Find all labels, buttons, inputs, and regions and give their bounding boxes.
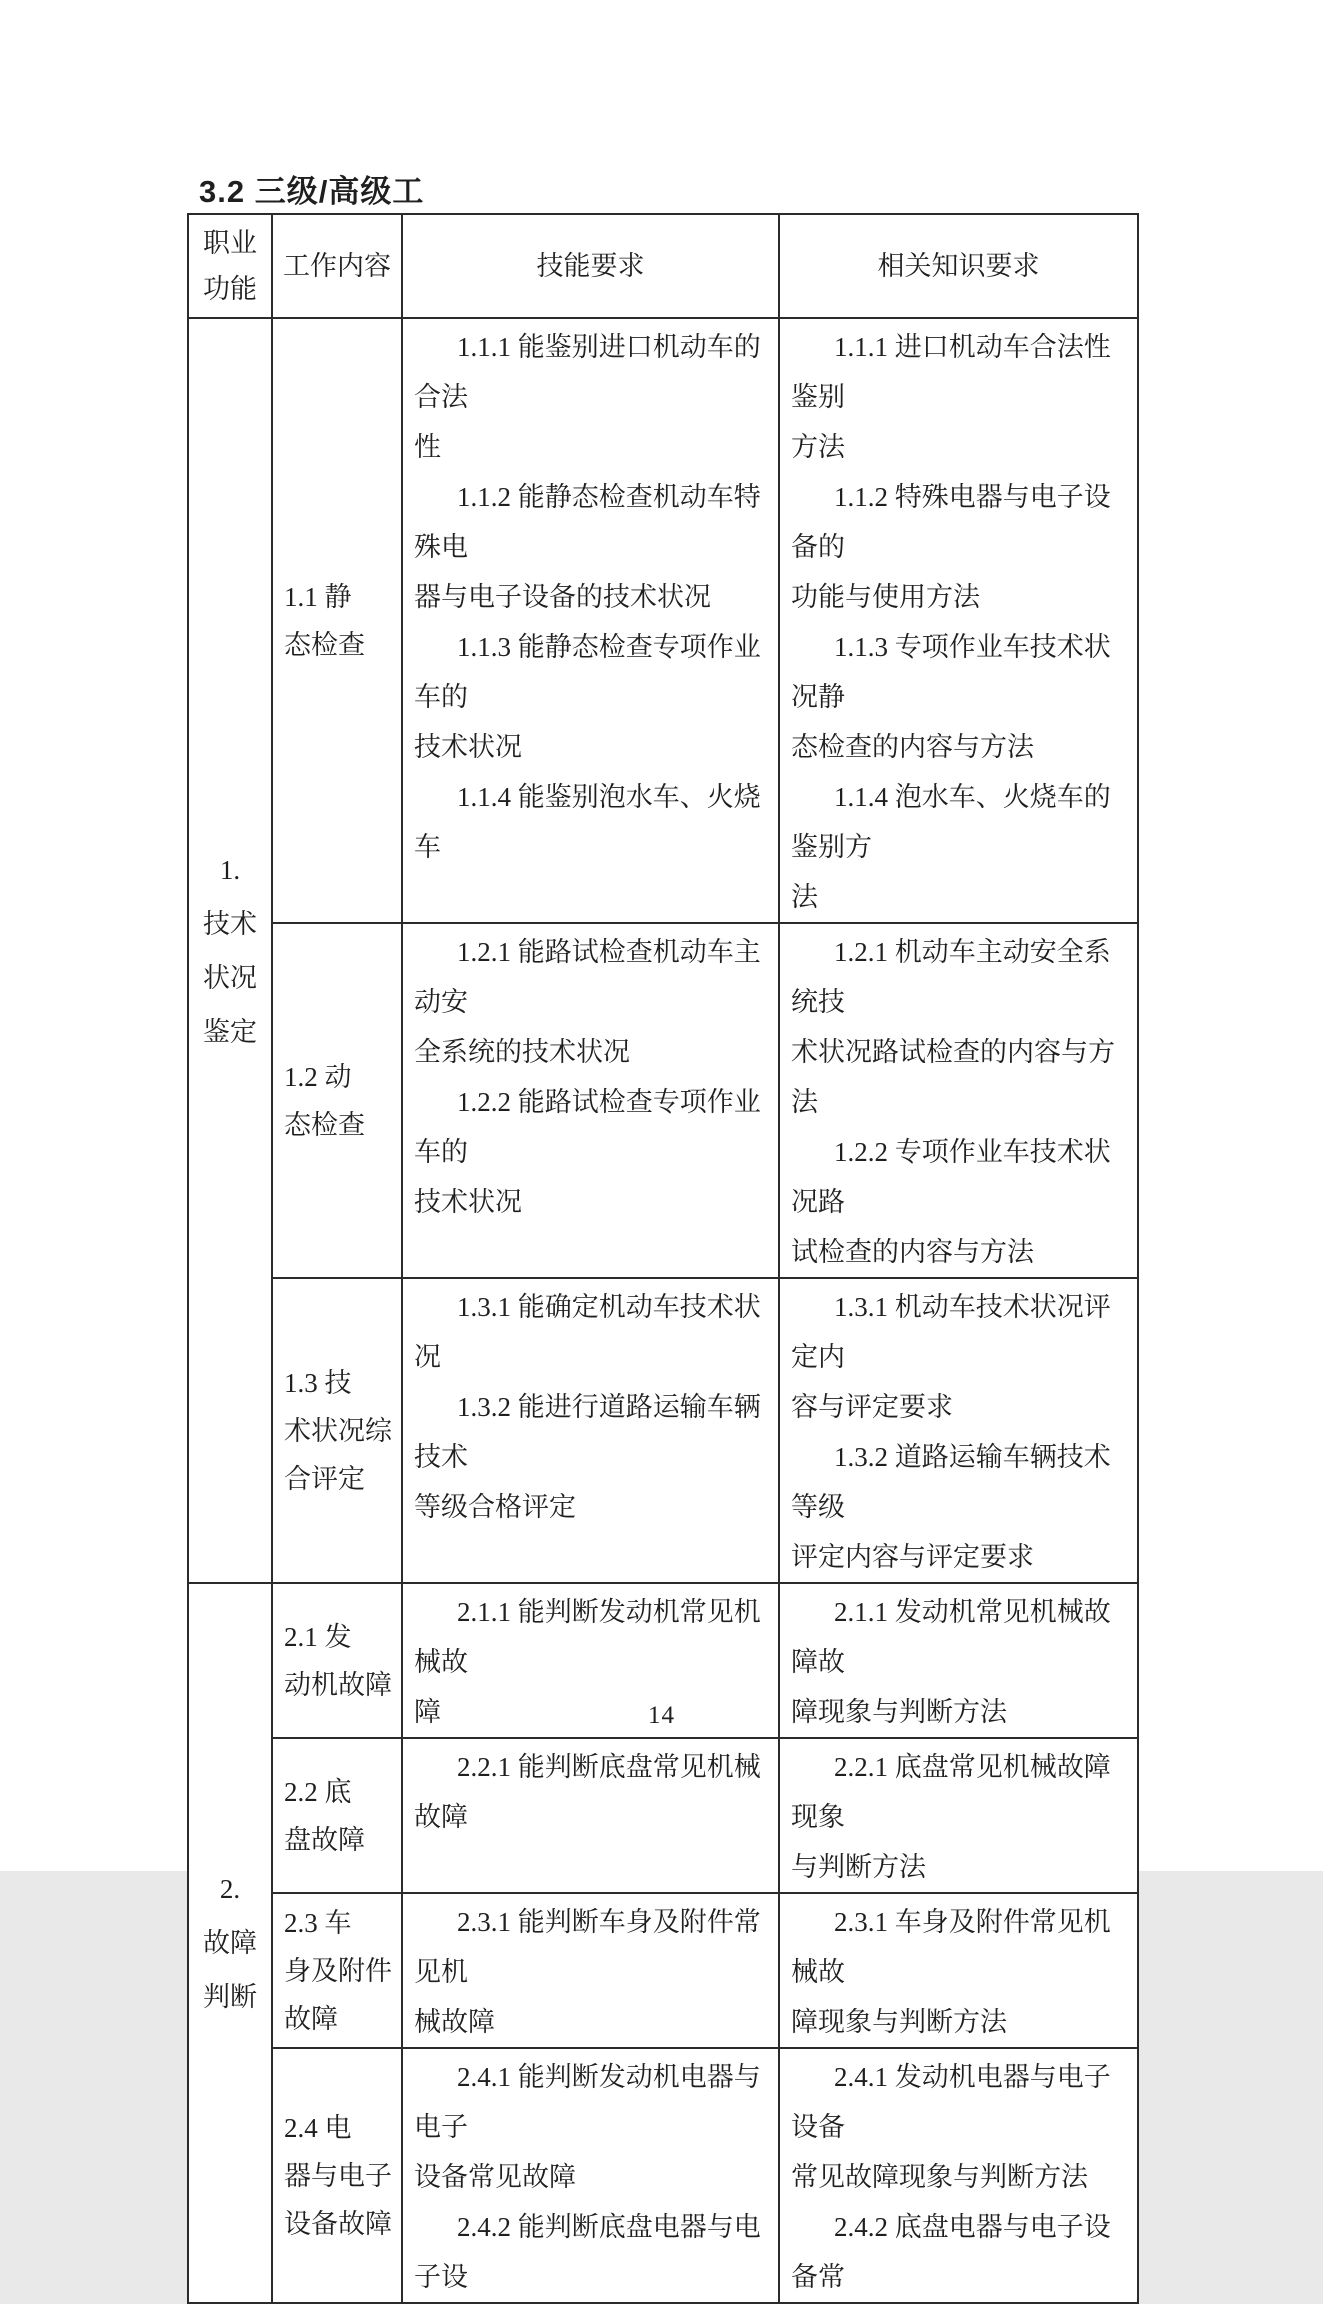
skill-requirement-line: 全系统的技术状况 bbox=[414, 1037, 630, 1067]
skill-requirement-line: 2.2.1 能判断底盘常见机械故障 bbox=[414, 1752, 761, 1832]
skill-requirement-line: 械故障 bbox=[414, 2007, 495, 2037]
table-row bbox=[188, 1278, 1138, 1583]
knowledge-requirements-cell bbox=[779, 318, 1138, 923]
knowledge-requirement-line: 1.1.4 泡水车、火烧车的鉴别方 bbox=[791, 782, 1111, 862]
table-header-row bbox=[188, 214, 1138, 318]
knowledge-requirement-line: 常见故障现象与判断方法 bbox=[791, 2162, 1088, 2192]
work-content-line: 态检查 bbox=[284, 1109, 365, 1140]
skill-requirement-line: 技术状况 bbox=[414, 1187, 522, 1217]
table-row bbox=[188, 923, 1138, 1278]
knowledge-requirement-line: 1.1.3 专项作业车技术状况静 bbox=[791, 632, 1111, 712]
skill-requirement-line: 1.1.4 能鉴别泡水车、火烧车 bbox=[414, 782, 761, 862]
skill-requirement-line: 技术状况 bbox=[414, 732, 522, 762]
knowledge-requirement-line: 1.1.1 进口机动车合法性鉴别 bbox=[791, 332, 1111, 412]
skill-requirement-line: 障 bbox=[414, 1697, 441, 1727]
knowledge-requirement-line: 1.3.2 道路运输车辆技术等级 bbox=[791, 1442, 1111, 1522]
skill-requirements-table bbox=[187, 213, 1139, 2304]
table-row bbox=[188, 1738, 1138, 1893]
work-content-cell bbox=[272, 2048, 402, 2303]
skill-requirements-cell bbox=[402, 1278, 779, 1583]
knowledge-requirement-line: 术状况路试检查的内容与方法 bbox=[791, 1037, 1115, 1117]
skill-requirement-line: 1.1.2 能静态检查机动车特殊电 bbox=[414, 482, 761, 562]
occupational-function-cell bbox=[188, 1583, 272, 2303]
knowledge-requirements-cell bbox=[779, 1278, 1138, 1583]
knowledge-requirement-line: 态检查的内容与方法 bbox=[791, 732, 1034, 762]
knowledge-requirement-line: 方法 bbox=[791, 432, 845, 462]
function-line: 故障 bbox=[203, 1928, 257, 1958]
header-occupational-function bbox=[188, 214, 272, 318]
skill-requirement-line: 2.1.1 能判断发动机常见机械故 bbox=[414, 1597, 761, 1677]
function-line: 状况 bbox=[203, 962, 257, 993]
header-work-content bbox=[272, 214, 402, 318]
work-content-line: 合评定 bbox=[284, 1463, 365, 1494]
skill-requirement-line: 2.4.2 能判断底盘电器与电子设 bbox=[414, 2212, 761, 2292]
work-content-line: 动机故障 bbox=[284, 1669, 392, 1700]
knowledge-requirement-line: 障现象与判断方法 bbox=[791, 1697, 1007, 1727]
knowledge-requirement-line: 功能与使用方法 bbox=[791, 582, 980, 612]
header-line: 功能 bbox=[203, 274, 257, 304]
work-content-cell bbox=[272, 923, 402, 1278]
skill-requirement-line: 设备常见故障 bbox=[414, 2162, 576, 2192]
knowledge-requirement-line: 容与评定要求 bbox=[791, 1392, 953, 1422]
work-content-line: 1.1 静 bbox=[284, 581, 352, 612]
work-content-line: 故障 bbox=[284, 2003, 338, 2034]
knowledge-requirement-line: 1.2.2 专项作业车技术状况路 bbox=[791, 1137, 1111, 1217]
work-content-line: 设备故障 bbox=[284, 2208, 392, 2239]
knowledge-requirement-line: 评定内容与评定要求 bbox=[791, 1542, 1034, 1572]
knowledge-requirement-line: 法 bbox=[791, 882, 818, 912]
knowledge-requirement-line: 2.4.1 发动机电器与电子设备 bbox=[791, 2062, 1111, 2142]
work-content-line: 2.3 车 bbox=[284, 1907, 352, 1938]
function-line: 2. bbox=[219, 1874, 241, 1904]
function-line: 技术 bbox=[203, 908, 257, 939]
skill-requirement-line: 1.3.1 能确定机动车技术状况 bbox=[414, 1292, 761, 1372]
skill-requirement-line: 1.1.1 能鉴别进口机动车的合法 bbox=[414, 332, 761, 412]
page-title: 3.2 三级/高级工 bbox=[199, 174, 425, 209]
header-line: 相关知识要求 bbox=[877, 251, 1040, 281]
knowledge-requirement-line: 2.3.1 车身及附件常见机械故 bbox=[791, 1907, 1111, 1987]
skill-requirement-line: 1.2.1 能路试检查机动车主动安 bbox=[414, 937, 761, 1017]
work-content-line: 盘故障 bbox=[284, 1824, 365, 1855]
skill-requirements-cell bbox=[402, 1893, 779, 2048]
skill-requirement-line: 1.3.2 能进行道路运输车辆技术 bbox=[414, 1392, 761, 1472]
work-content-line: 2.2 底 bbox=[284, 1776, 352, 1807]
work-content-cell bbox=[272, 1893, 402, 2048]
work-content-line: 器与电子 bbox=[284, 2160, 392, 2191]
work-content-line: 2.4 电 bbox=[284, 2112, 352, 2143]
knowledge-requirement-line: 1.2.1 机动车主动安全系统技 bbox=[791, 937, 1111, 1017]
work-content-cell bbox=[272, 1738, 402, 1893]
skill-requirement-line: 器与电子设备的技术状况 bbox=[414, 582, 711, 612]
knowledge-requirements-cell bbox=[779, 1738, 1138, 1893]
header-line: 职业 bbox=[203, 228, 257, 258]
skill-requirements-cell bbox=[402, 318, 779, 923]
skill-requirements-cell bbox=[402, 1738, 779, 1893]
work-content-line: 态检查 bbox=[284, 629, 365, 660]
skill-requirements-cell bbox=[402, 923, 779, 1278]
knowledge-requirement-line: 1.1.2 特殊电器与电子设备的 bbox=[791, 482, 1111, 562]
work-content-line: 身及附件 bbox=[284, 1955, 392, 1986]
skill-requirement-line: 性 bbox=[414, 432, 441, 462]
knowledge-requirements-cell bbox=[779, 2048, 1138, 2303]
function-line: 鉴定 bbox=[203, 1016, 257, 1047]
skill-requirements-cell bbox=[402, 2048, 779, 2303]
work-content-line: 2.1 发 bbox=[284, 1621, 352, 1652]
knowledge-requirement-line: 障现象与判断方法 bbox=[791, 2007, 1007, 2037]
header-knowledge-requirements bbox=[779, 214, 1138, 318]
table-body bbox=[188, 318, 1138, 2303]
knowledge-requirement-line: 2.1.1 发动机常见机械故障故 bbox=[791, 1597, 1111, 1677]
skill-requirement-line: 2.3.1 能判断车身及附件常见机 bbox=[414, 1907, 761, 1987]
skill-requirement-line: 等级合格评定 bbox=[414, 1492, 576, 1522]
function-line: 1. bbox=[219, 854, 241, 885]
work-content-line: 术状况综 bbox=[284, 1415, 392, 1446]
table-row bbox=[188, 318, 1138, 923]
work-content-cell bbox=[272, 1278, 402, 1583]
knowledge-requirement-line: 与判断方法 bbox=[791, 1852, 926, 1882]
work-content-cell bbox=[272, 318, 402, 923]
skill-requirement-line: 2.4.1 能判断发动机电器与电子 bbox=[414, 2062, 761, 2142]
table-row bbox=[188, 2048, 1138, 2303]
table-row bbox=[188, 1893, 1138, 2048]
work-content-line: 1.2 动 bbox=[284, 1061, 352, 1092]
knowledge-requirement-line: 2.2.1 底盘常见机械故障现象 bbox=[791, 1752, 1111, 1832]
skill-requirement-line: 1.1.3 能静态检查专项作业车的 bbox=[414, 632, 761, 712]
knowledge-requirements-cell bbox=[779, 1893, 1138, 2048]
work-content-line: 1.3 技 bbox=[284, 1367, 352, 1398]
knowledge-requirement-line: 1.3.1 机动车技术状况评定内 bbox=[791, 1292, 1111, 1372]
knowledge-requirement-line: 试检查的内容与方法 bbox=[791, 1237, 1034, 1267]
header-skill-requirements bbox=[402, 214, 779, 318]
header-line: 技能要求 bbox=[536, 251, 645, 281]
skill-requirement-line: 1.2.2 能路试检查专项作业车的 bbox=[414, 1087, 761, 1167]
occupational-function-cell bbox=[188, 318, 272, 1583]
page-number: 14 bbox=[648, 1702, 675, 1729]
header-line: 工作内容 bbox=[283, 251, 391, 281]
function-line: 判断 bbox=[203, 1982, 257, 2012]
knowledge-requirements-cell bbox=[779, 923, 1138, 1278]
knowledge-requirement-line: 2.4.2 底盘电器与电子设备常 bbox=[791, 2212, 1111, 2292]
